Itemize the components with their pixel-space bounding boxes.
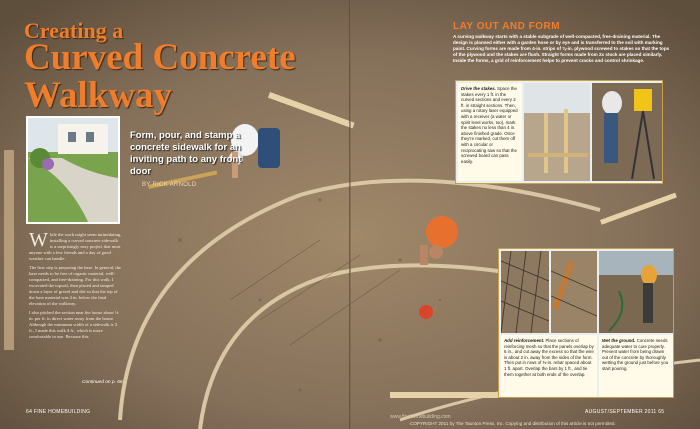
stake-photo [524, 83, 590, 181]
paragraph-3: I also pitched the section near the house about ⅛ in. per ft. to direct water away from the house. Although the minimum width of a sidewalk is 3 ft., I made this walk 4 ft., which is more comfortable to use. Because this [29, 310, 119, 339]
byline: BY RICK ARNOLD [142, 182, 197, 188]
body-column [29, 229, 122, 343]
callout-drive-stakes: Drive the stakes. Space the stakes every 1 ft. in the curved sections and every 2 ft. in straight sections. Then, using a rotary laser equipped with a receiver (a water or spirit level works, too), mark the stakes no less than 4 in. above finished grade. Once they're marked, cut them off with a circular or reciprocating saw so that the screwed board can pass easily. [458, 83, 522, 181]
title-kicker: Creating a [24, 18, 124, 43]
paragraph-1: While the work might seem intimidating, installing a curved concrete sidewalk is a surprisingly easy project that most anyone with a few friends and a day of good weather can handle. [29, 229, 122, 261]
website-url[interactable]: www.finehomebuilding.com [390, 414, 451, 420]
dropcap: W [29, 229, 48, 251]
title-main-2: Walkway [24, 75, 173, 116]
paragraph-2: The first step is preparing the base. In general, the base needs to be free of organic material, well-compacted, and free-draining. For this walk, I excavated the topsoil, then placed and tamped down a layer of gravel and dirt so that the top of the base material was 4 in. below the final elevation of the walkway. [29, 265, 121, 306]
sidebar-body: A curving walkway starts with a stable subgrade of well-compacted, free-draining material. The design is planned either with a garden hose or by eye and is transferred to the soil with marking paint. Curving forms are made from 4-in. strips of ⅜-in. plywood screwed to stakes so that the tops of the plywood and the stakes are flush. Straight forms made from 2x stock are placed similarly. Inside the forms, a grid of reinforcement helps to prevent cracks and control shrinkage. [453, 34, 670, 63]
stake-panel [455, 80, 663, 184]
laser-photo [592, 83, 662, 181]
reinforcement-panel [498, 248, 674, 398]
wet-ground-photo [599, 251, 673, 333]
continued-note: Continued on p. 66 [82, 380, 123, 385]
title-main: Curved Concrete [24, 37, 296, 78]
page-gutter [349, 0, 351, 429]
folio-left: 64 FINE HOMEBUILDING [26, 409, 91, 415]
mesh-photo-1 [501, 251, 549, 333]
article-dek: Form, pour, and stamp a concrete sidewalk for an inviting path to any front door [130, 130, 242, 177]
folio-right: AUGUST/SEPTEMBER 2011 65 [585, 409, 665, 415]
callout-reinforcement: Add reinforcement. Place sections of reinforcing mesh so that the panels overlap by 6 in., and cut away the excess so that the wire is about 2 in. away from the sides of the form. Then put in rows of ⅜-in. rebar spaced about 1 ft. apart. Overlap the bars by 1 ft., and tie them together at both ends of the overlap. [501, 335, 597, 397]
mesh-photo-2 [551, 251, 597, 333]
copyright-notice: COPYRIGHT 2011 by The Taunton Press, Inc. Copying and distribution of this article is not permitted. [410, 421, 616, 426]
callout-wet-ground: Wet the ground. Concrete needs adequate water to cure properly. Prevent water from being drawn out of the concrete by thoroughly wetting the ground just before you start pouring. [599, 335, 673, 397]
sidebar-title: LAY OUT AND FORM [453, 21, 561, 32]
house-photo [26, 116, 120, 224]
